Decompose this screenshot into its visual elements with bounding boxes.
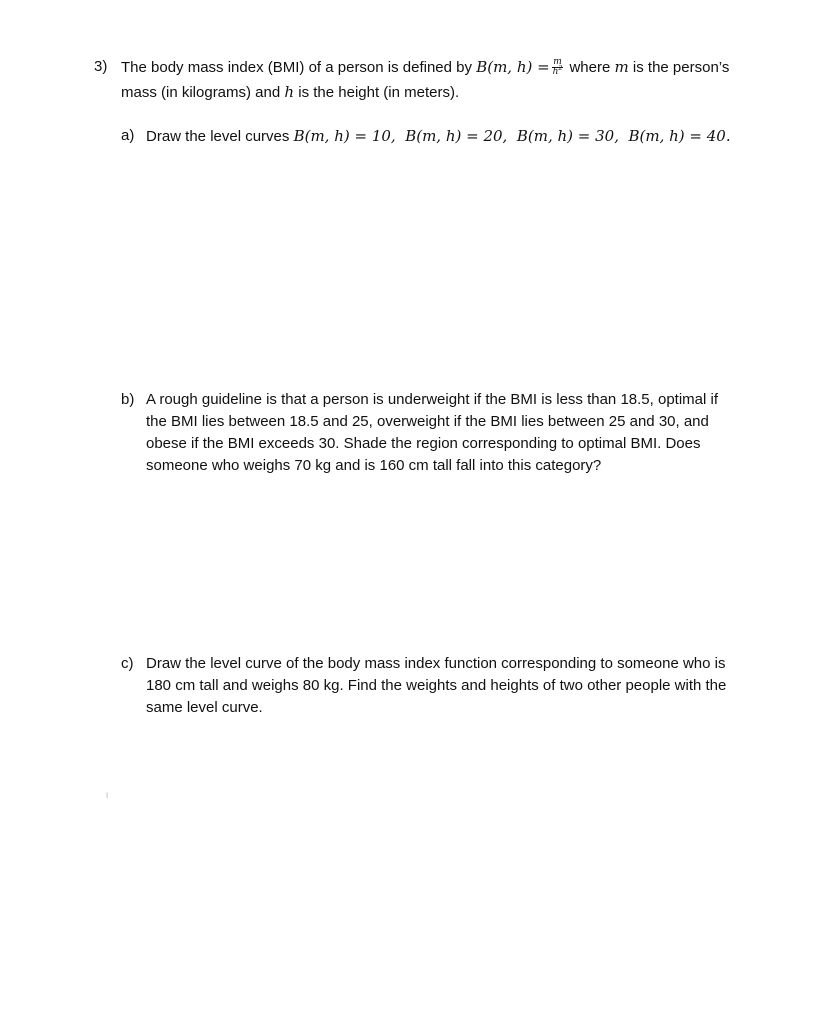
part-b-line-1: A rough guideline is that a person is underweight if the BMI is less than 18.5, optimal if xyxy=(146,391,718,408)
problem-intro-line-2 xyxy=(121,82,459,103)
stray-mark: ι xyxy=(106,790,109,801)
part-a-label: a) xyxy=(121,127,135,144)
part-a-instruction: Draw the level curves xyxy=(146,128,290,145)
problem-intro-line-1 xyxy=(121,57,729,78)
part-c-line-3: same level curve. xyxy=(146,699,263,716)
part-c-line-2: 180 cm tall and weighs 80 kg. Find the weights and heights of two other people with the xyxy=(146,677,727,694)
intro-text-a: The body mass index (BMI) of a person is defined by xyxy=(121,59,473,76)
var-h: h xyxy=(284,83,295,101)
part-a-text xyxy=(146,126,731,147)
part-c-label: c) xyxy=(121,655,134,672)
var-m: m xyxy=(614,58,629,76)
part-b-label: b) xyxy=(121,391,135,408)
intro-text-e: is the height (in meters). xyxy=(298,84,460,101)
part-c-line-1: Draw the level curve of the body mass index function corresponding to someone who is xyxy=(146,655,726,672)
intro-text-c: is the person’s xyxy=(632,59,730,76)
part-a-level-curves: B(m, h) = 10, B(m, h) = 20, B(m, h) = 30, B(m, h) = 40. xyxy=(293,127,731,145)
intro-text-b: where xyxy=(569,59,611,76)
bmi-fraction: $\frac{m}{h^2}$ xyxy=(552,56,563,77)
part-b-line-4: someone who weighs 70 kg and is 160 cm tall fall into this category? xyxy=(146,457,602,474)
intro-text-d: mass (in kilograms) and xyxy=(121,84,281,101)
problem-number: 3) xyxy=(94,58,108,75)
bmi-function-lhs: B(m, h) = xyxy=(476,58,550,76)
part-b-line-3: obese if the BMI exceeds 30. Shade the region corresponding to optimal BMI. Does xyxy=(146,435,701,452)
part-b-line-2: the BMI lies between 18.5 and 25, overweight if the BMI lies between 25 and 30, and xyxy=(146,413,709,430)
